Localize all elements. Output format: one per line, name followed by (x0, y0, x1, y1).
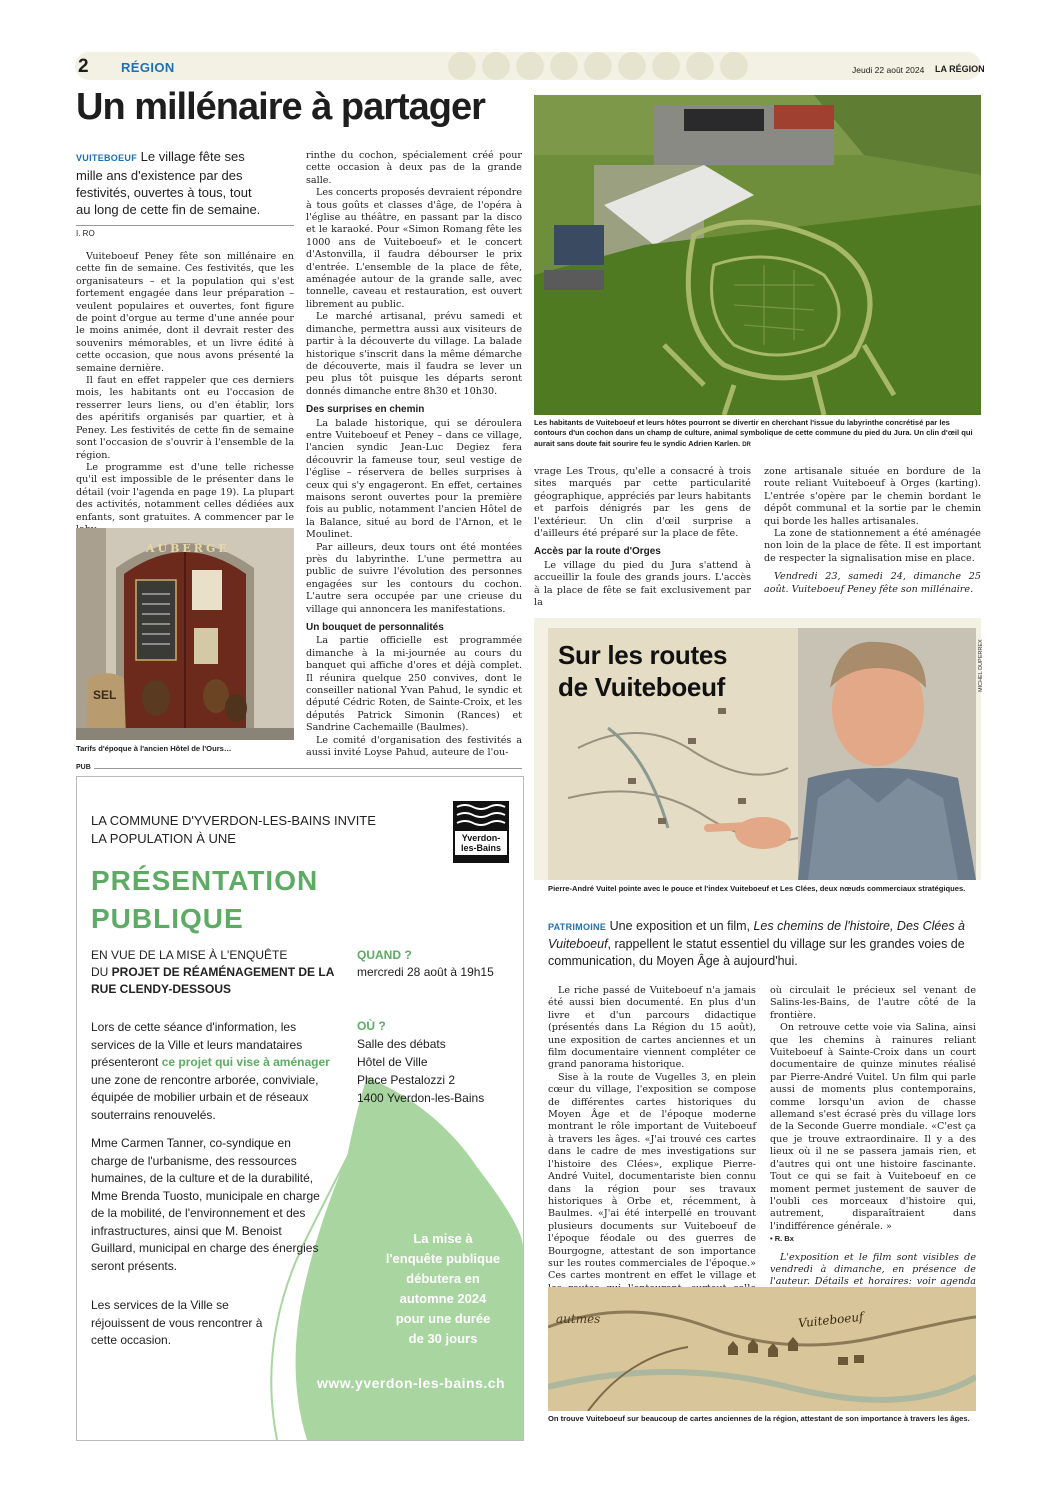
brand-name: LA RÉGION (935, 64, 985, 74)
article-lead (76, 148, 266, 218)
lead-italic: Les chemins de l'histoire, Des Clées à Vuiteboeuf (548, 919, 965, 951)
article-kicker: VUITEBOEUF (76, 153, 138, 163)
paragraph: La balade historique, qui se déroulera entre Vuiteboeuf et Peney – dans ce village, l'ancien syndic Jean-Luc Degiez fera découvrir la fameuse tour, seul vestige de l'église – réservera de belles surprises à ceux qui s'y engageront. En effet, certaines maisons seront ouvertes pour la première fois au public, notamment l'ancien Hôtel de la Balance, situé au bord de l'Arnon, et le Moulinet. (306, 417, 522, 541)
map-caption: On trouve Vuiteboeuf sur beaucoup de cartes anciennes de la région, attestant de son importance à travers les âges. (548, 1414, 970, 1423)
auberge-photo (76, 528, 294, 740)
sack-label: SEL (93, 688, 117, 702)
subtitle-project: PROJET DE RÉAMÉNAGEMENT DE LA RUE CLENDY-DESSOUS (91, 965, 334, 996)
enquete-line: de 30 jours (408, 1331, 478, 1346)
article-column-2 (306, 150, 522, 760)
paragraph: zone artisanale située en bordure de la route reliant Vuiteboeuf à Orges (karting). L'entrée s'opère par le chemin bordant le dépôt communal et la sortie par le chemin qui borde les halles artisanales. (764, 466, 981, 527)
paragraph: Par ailleurs, deux tours ont été montées près du labyrinthe. L'une permettra au public de suivre l'évolution des personnes engagées sur les contours du cochon. L'autre sera occupée par une crieuse du village qui annoncera les manifestations. (306, 541, 522, 615)
svg-text:autmes: autmes (556, 1312, 601, 1326)
aerial-labyrinth-photo (534, 95, 981, 415)
ou-line: 1400 Yverdon-les-Bains (357, 1091, 485, 1105)
ou-block (357, 1017, 484, 1107)
ad-paragraph-2: Mme Carmen Tanner, co-syndique en charge de l'urbanisme, des ressources humaines, de la culture et de la durabilité, Mme Brenda Tuosto, municipale en charge de la mobilité, de l'environnement et des infrastructures, ainsi que M. Benoist Guillard, municipal en charge des énergies seront présents. (91, 1136, 320, 1273)
enquete-line: débutera en (406, 1271, 480, 1286)
paragraph: Le programme est d'une telle richesse qu'il est impossible de le présenter dans le détail (voir l'agenda en page 19). La plupart des activités, notamment celles dédiées aux enfants, sont gratuites. A commencer par le (76, 461, 294, 523)
paragraph: La zone de stationnement a été aménagée non loin de la place de fête. Il est important de respecter la signalisation mise en place. (764, 528, 981, 564)
page-number: 2 (78, 56, 89, 77)
paragraph: rinthe du cochon, spécialement créé pour cette occasion à deux pas de la grande salle. (306, 150, 522, 186)
yverdon-logo (453, 801, 509, 863)
enquete-notice (381, 1229, 505, 1349)
auberge-caption: Tarifs d'époque à l'ancien Hôtel de l'Ours… (76, 744, 232, 753)
para1-end: une zone de rencontre arborée, conviviale, équipée de mobilier urbain et de réseaux souterrains renouvelés. (91, 1072, 319, 1122)
ou-line: Place Pestalozzi 2 (357, 1073, 456, 1087)
paragraph: Le comité d'organisation des festivités a aussi invité Loyse Pahud, auteure de l'ou- (306, 734, 522, 759)
paragraph: Les concerts proposés devraient répondre à tous goûts et classes d'âge, de l'opéra à l'église au théâtre, en passant par la disco et le karaoké. Pour «Simon Romang fête les 1000 ans de Vuiteboeuf» et le concert d'Astonvilla, il faudra débourser le prix d'entrée. L'ensemble de la place de fête, aménagée autour de la grande salle, avec tonnelle, caveau et restauration, est ouvert librement au public. (306, 187, 522, 310)
photo-credit-vertical: MICHEL DUPERREX (978, 639, 984, 692)
ou-line: Hôtel de Ville (357, 1055, 428, 1069)
pub-label: PUB (76, 764, 94, 771)
lead-a: Une exposition et un film, (609, 919, 754, 933)
paragraph: Le riche passé de Vuiteboeuf n'a jamais été aussi bien documenté. En plus d'un livre et d'un parcours didactique (présentés dans La Région du 15 août), une exposition de cartes anciennes et un film documentaire viennent compléter ce grand panorama historique. (548, 985, 756, 1071)
second-lead (548, 918, 976, 970)
ad-box (76, 776, 524, 1441)
lead-b: , rappellent le statut essentiel du village sur les grandes voies de communication, du Moyen Âge à aujourd'hui. (548, 937, 965, 968)
aerial-caption (534, 418, 981, 450)
paragraph-italic: Vendredi 23, samedi 24, dimanche 25 août. Vuiteboeuf Peney fête son millénaire. (764, 571, 981, 595)
paragraph: Le marché artisanal, prévu samedi et dimanche, permettra aussi aux visiteurs de partir à la découverte du village. La balade historique s'inscrit dans la même démarche de découverte, mais il faudra se lever un peu plus tôt puisque les départs seront donnés dimanche entre 8h30 et 10h30. (306, 311, 522, 397)
second-kicker: PATRIMOINE (548, 922, 607, 932)
ad-subtitle (91, 947, 341, 998)
paragraph-italic: L'exposition et le film sont visibles de vendredi à dimanche, en présence de l'auteur. Détails et horaires: voir agenda (770, 1251, 976, 1288)
paragraph: Vuiteboeuf Peney fête son millénaire en cette fin de semaine. Ces festivités, que les organisateurs – et la population qui s'est fortement engagée dans leur préparation – veulent populaires et ouvertes, font figure de point d'orgue au terme d'une année pour le moins animée, dont il devrait rester des souvenirs mémorables, et un livre édité à cette occasion, que nous avons présenté la semaine dernière. (76, 251, 294, 374)
ad-title-line-1: PRÉSENTATION (91, 865, 319, 896)
article-signature: • R. Bx (770, 1234, 794, 1244)
para1-highlight: ce projet qui vise à aménager (161, 1055, 330, 1069)
author-rule (76, 225, 294, 226)
paragraph: La partie officielle est programmée dimanche à la mi-journée au cours du banquet qui affiche d'ores et déjà complet. Il réunira quelque 250 convives, dont le conseiller national Yvan Pahud, le syndic et député Cédric Roten, de Sainte-Croix, et les députés Patrick Simonin (Rances) et Sandrine Cachemaille (Baulmes). (306, 635, 522, 734)
enquete-line: automne 2024 (399, 1291, 487, 1306)
ad-title-line-2: PUBLIQUE (91, 903, 244, 934)
paragraph: Il faut en effet rappeler que ces derniers mois, les habitants ont eu l'occasion de resserrer leurs liens, ou d'en établir, lors des apéritifs organisés par quartier, et à Peney. Les festivités de cette fin de semaine sont l'occasion de s'ouvrir à l'ensemble de la région. (76, 375, 294, 461)
article-column-4 (764, 466, 981, 596)
article-column-1 (76, 251, 294, 536)
subheading: Accès par la route d'Orges (534, 546, 661, 558)
quand-label: QUAND ? (357, 948, 412, 962)
logo-text: Yverdon-les-Bains (455, 831, 507, 855)
auberge-sign: AUBERGE (146, 542, 230, 555)
invite-line-2: LA POPULATION À UNE (91, 831, 236, 846)
quand-value: mercredi 28 août à 19h15 (357, 965, 494, 979)
quand-block (357, 947, 494, 981)
ou-label: OÙ ? (357, 1019, 386, 1033)
enquete-line: pour une durée (395, 1311, 491, 1326)
ad-paragraph-3: Les services de la Ville se réjouissent de vous rencontrer à cette occasion. (91, 1298, 263, 1347)
author-initials: I. RO (76, 229, 95, 238)
enquete-line: l'enquête publique (385, 1251, 501, 1266)
paragraph: Le village du pied du Jura s'attend à accueillir la foule des grands jours. L'accès à la place de fête se fait exclusivement par la (534, 559, 751, 609)
subheading: Un bouquet de personnalités (306, 622, 444, 634)
paragraph: On retrouve cette voie via Salina, ainsi que les chemins à rainures reliant Vuiteboeuf à Sainte-Croix dans un court documentaire de quinze minutes réalisé par Pierre-André Vuitel. Un film qui parle aussi de moments plus contemporains, comme lorsqu'un avion de chasse allemand s'est écrasé près du village lors de la Seconde Guerre mondiale. «C'est ça que je trouve extraordinaire. Il y a des lieux où il ne se passera jamais rien, et d'autres qui ont une histoire fascinante. Tout ce qui se fait à Vuiteboeuf en ce moment permet justement de sauver de l'oubli ces morceaux d'histoire qui, autrement, disparaîtraient dans l'indifférence générale. » (770, 1022, 976, 1232)
second-column-1 (548, 985, 756, 1308)
second-title-line-1: Sur les routes (558, 640, 728, 670)
subtitle-pre: EN VUE DE LA MISE À L'ENQUÊTE (91, 948, 288, 962)
signature-text: R. Bx (774, 1234, 794, 1244)
paragraph: vrage Les Trous, qu'elle a consacré à trois sites marqués par cette particularité géographique, appréciés par leurs habitants et parfois dénigrés par les gens de l'extérieur. Un clin d'œil surprise a d'ailleurs été préparé sur la place de fête. (534, 466, 751, 540)
aerial-caption-text: Les habitants de Vuiteboeuf et leurs hôtes pourront se divertir en cherchant l'issue du labyrinthe concrétisé par les contours d'un cochon dans un champ de culture, animal symbolique de cette commune du pied du Jura. Un clin d'œil qui aurait sans doute fait sourire feu le syndic Adrien Karlen. (534, 418, 973, 448)
photo-credit: DR (742, 441, 751, 448)
vuitel-photo (548, 628, 976, 880)
paragraph: où circulait le précieux sel venant de Salins-les-Bains, de l'autre côté de la frontière. (770, 985, 976, 1021)
issue-date: Jeudi 22 août 2024 (852, 65, 925, 75)
ou-line: Salle des débats (357, 1037, 446, 1051)
second-title-line-2: de Vuiteboeuf (558, 672, 726, 702)
para1-start: Lors de cette séance d'information, les services de la Ville et leurs mandataires présenteront (91, 1020, 303, 1069)
pub-rule (76, 768, 522, 769)
subtitle-du: DU (91, 965, 112, 979)
second-column-2 (770, 985, 976, 1301)
section-label: RÉGION (121, 60, 175, 75)
map-label-vuiteboeuf: Vuiteboeuf (797, 1309, 865, 1331)
enquete-line: La mise à (413, 1231, 473, 1246)
header-dots (448, 52, 748, 80)
subheading: Des surprises en chemin (306, 404, 425, 416)
article-title: Un millénaire à partager (76, 86, 485, 128)
old-map-photo (548, 1287, 976, 1411)
invite-line-1: LA COMMUNE D'YVERDON-LES-BAINS INVITE (91, 813, 376, 828)
website-link[interactable]: www.yverdon-les-bains.ch (317, 1375, 506, 1391)
article-column-3 (534, 466, 751, 609)
lead-text: Le village fête ses mille ans d'existence par des festivités, ouvertes à tous, tout au long de cette fin de semaine. (76, 149, 261, 217)
vuitel-caption: Pierre-André Vuitel pointe avec le pouce et l'index Vuiteboeuf et Les Clées, deux nœuds commerciaux stratégiques. (548, 884, 966, 893)
paragraph: Sise à la route de Vugelles 3, en plein cœur du village, l'exposition se compose de différentes cartes historiques du Moyen Âge et de l'époque moderne montrant le rôle important de Vuiteboeuf à travers les âges. «J'ai trouvé ces cartes dans le cadre de mes investigations sur l'histoire des Clées», explique Pierre-André Vuitel, documentariste bien connu dans la région pour ses travaux historiques à Orbe et, récemment, à Baulmes. «J'ai été interpellé en trouvant plusieurs documents sur Vuiteboeuf de l'époque féodale ou des guerres de Bourgogne, attestant de son importance sur les routes commerciales de l'époque.» Ces cartes montrent en effet le village et (548, 1071, 756, 1282)
ad-paragraph-1 (91, 1019, 341, 1124)
